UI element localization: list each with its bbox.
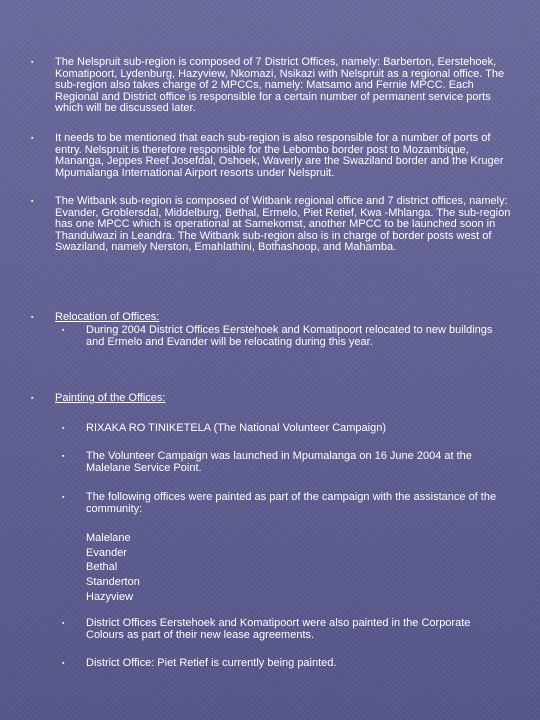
painting-item (62, 451, 502, 474)
bullet-icon (31, 198, 38, 205)
painting-item-text: The Volunteer Campaign was launched in Mpumalanga on 16 June 2004 at the Malelane Service Point. (86, 450, 472, 474)
paragraph-text: The Nelspruit sub-region is composed of 7 District Offices, namely: Barberton, Eerstehoek, Komatipoort, Lydenburg, Hazyview, Nkomazi, Nsikazi with Nelspruit as a regional office. The sub-region also takes charge of 2 MPCCs, namely: Matsamo and Fernie MPCC. Each Regional and District office is responsible for a certain number of permanent service ports which will be discussed later. (55, 56, 505, 114)
bullet-icon (62, 494, 69, 501)
relocation-item (62, 325, 502, 348)
relocation-section (31, 312, 511, 324)
bullet-icon (62, 453, 69, 460)
relocation-heading: Relocation of Offices: (55, 311, 160, 323)
paragraph-text: It needs to be mentioned that each sub-region is also responsible for a number of ports of entry. Nelspruit is therefore responsible for the Lebombo border post to Mozambique, Mananga, Jeppes Reef Josefdal, Oshoek, Waverly are the Swaziland border and the Kruger Mpumalanga International Airport resorts under Nelspruit. (55, 132, 504, 179)
relocation-item-text: During 2004 District Offices Eerstehoek and Komatipoort relocated to new buildings and Ermelo and Evander will be relocating during this year. (86, 324, 493, 348)
paragraph-ports-of-entry (31, 133, 511, 179)
painting-section (31, 393, 511, 405)
painting-item (62, 423, 502, 435)
painting-item (62, 618, 502, 641)
list-item: Standerton (86, 576, 140, 589)
bullet-icon (31, 59, 38, 66)
painting-item-text: District Office: Piet Retief is currently being painted. (86, 657, 337, 669)
bullet-icon (62, 660, 69, 667)
bullet-icon (31, 314, 38, 321)
paragraph-nelspruit (31, 57, 511, 115)
list-item: Hazyview (86, 590, 134, 603)
bullet-icon (31, 135, 38, 142)
painting-heading: Painting of the Offices: (55, 392, 166, 404)
painting-item (62, 492, 502, 515)
bullet-icon (62, 327, 69, 334)
painting-item (62, 658, 502, 670)
list-item: Evander (86, 546, 127, 559)
bullet-icon (62, 620, 69, 627)
painting-item-text: RIXAKA RO TINIKETELA (The National Volunteer Campaign) (86, 422, 386, 434)
list-item: Bethal (86, 561, 118, 574)
bullet-icon (62, 425, 69, 432)
list-item: Malelane (86, 532, 131, 544)
bullet-icon (31, 395, 38, 402)
paragraph-witbank (31, 196, 511, 254)
painting-item-text: The following offices were painted as part of the campaign with the assistance of the community: (86, 491, 497, 515)
painted-offices-list (86, 531, 140, 605)
paragraph-text: The Witbank sub-region is composed of Witbank regional office and 7 district offices, namely: Evander, Groblersdal, Middelburg, Bethal, Ermelo, Piet Retief, Kwa -Mhlanga. The sub-region has one MPCC which is operational at Samekomst, another MPCC to be launched soon in Thandulwazi in Leandra. The Witbank sub-region also is in charge of border posts west of Swaziland, namely Nerston, Emahlathini, Bothashoop, and Mahamba. (55, 195, 511, 253)
painting-item-text: District Offices Eerstehoek and Komatipoort were also painted in the Corporate Colours as part of their new lease agreements. (86, 617, 471, 641)
